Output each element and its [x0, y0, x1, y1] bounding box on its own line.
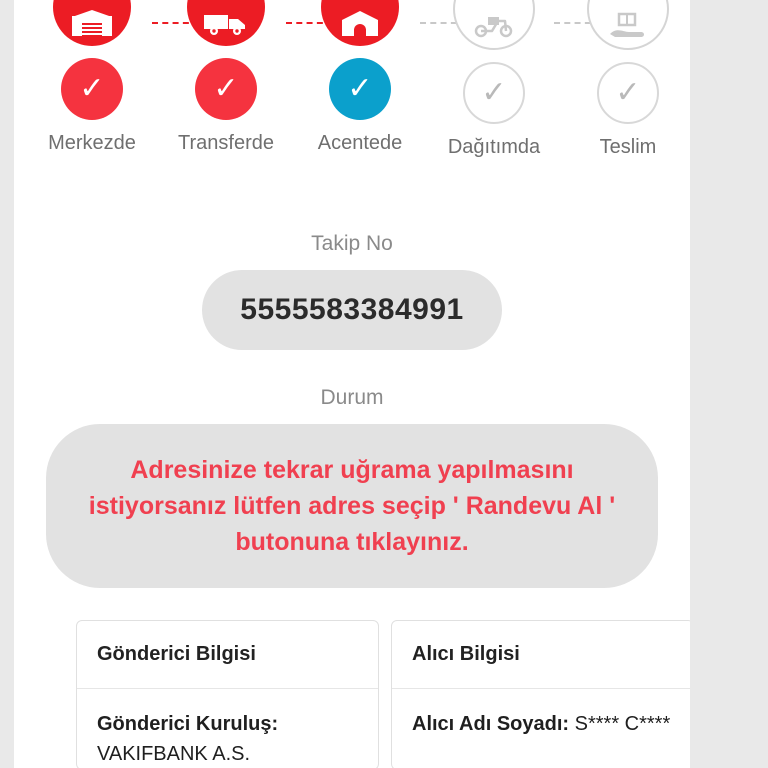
tracker-step-transferde[interactable]	[164, 0, 288, 155]
left-background-strip	[0, 0, 14, 768]
tracker-step-teslim[interactable]	[566, 0, 690, 159]
receiver-name-value: S**** C****	[574, 713, 671, 735]
tracking-number-section	[14, 232, 690, 350]
tracking-number-label: Takip No	[311, 232, 393, 255]
shipment-tracking-card	[14, 0, 690, 768]
tracker-step-label: Teslim	[599, 136, 657, 158]
step-check-icon: ✓	[61, 58, 123, 120]
tracker-step-label: Merkezde	[48, 132, 136, 154]
scooter-icon	[453, 0, 535, 50]
step-check-icon: ✓	[329, 58, 391, 120]
receiver-info-body	[392, 689, 690, 739]
truck-glyph	[204, 12, 248, 36]
receiver-info-box	[391, 620, 690, 768]
sender-company-value: VAKIFBANK A.S.	[97, 743, 251, 765]
scooter-glyph	[472, 12, 516, 38]
hand-parcel-icon	[587, 0, 669, 50]
sender-info-box	[76, 620, 379, 768]
sender-info-title: Gönderici Bilgisi	[77, 621, 378, 689]
tracker-step-label: Transferde	[178, 132, 274, 154]
step-check-icon: ✓	[195, 58, 257, 120]
status-message-box	[46, 424, 658, 588]
tracker-step-merkezde[interactable]	[30, 0, 154, 155]
truck-icon	[187, 0, 265, 46]
tracker-step-label: Dağıtımda	[447, 136, 541, 158]
step-check-icon: ✓	[463, 62, 525, 124]
shipment-progress-tracker	[14, 0, 690, 178]
status-message-text: Adresinize tekrar uğrama yapılmasını istiyorsanız lütfen adres seçip ' Randevu Al ' butonuna tıklayınız.	[88, 455, 616, 557]
receiver-info-title: Alıcı Bilgisi	[392, 621, 690, 689]
right-background-strip	[690, 0, 768, 768]
store-glyph	[340, 10, 380, 36]
sender-company-label: Gönderici Kuruluş:	[97, 713, 279, 735]
warehouse-glyph	[72, 10, 112, 36]
hand-parcel-glyph	[607, 12, 649, 38]
tracker-step-label: Acentede	[317, 132, 403, 154]
receiver-name-label: Alıcı Adı Soyadı:	[412, 713, 570, 735]
status-section	[14, 386, 690, 588]
tracking-number-value[interactable]: 5555583384991	[202, 270, 502, 350]
tracker-step-dagitimda[interactable]	[432, 0, 556, 159]
store-icon	[321, 0, 399, 46]
status-label: Durum	[320, 386, 384, 409]
party-info-row	[76, 620, 690, 768]
sender-info-body	[77, 689, 378, 768]
warehouse-icon	[53, 0, 131, 46]
step-check-icon: ✓	[597, 62, 659, 124]
tracker-step-acentede[interactable]	[298, 0, 422, 155]
